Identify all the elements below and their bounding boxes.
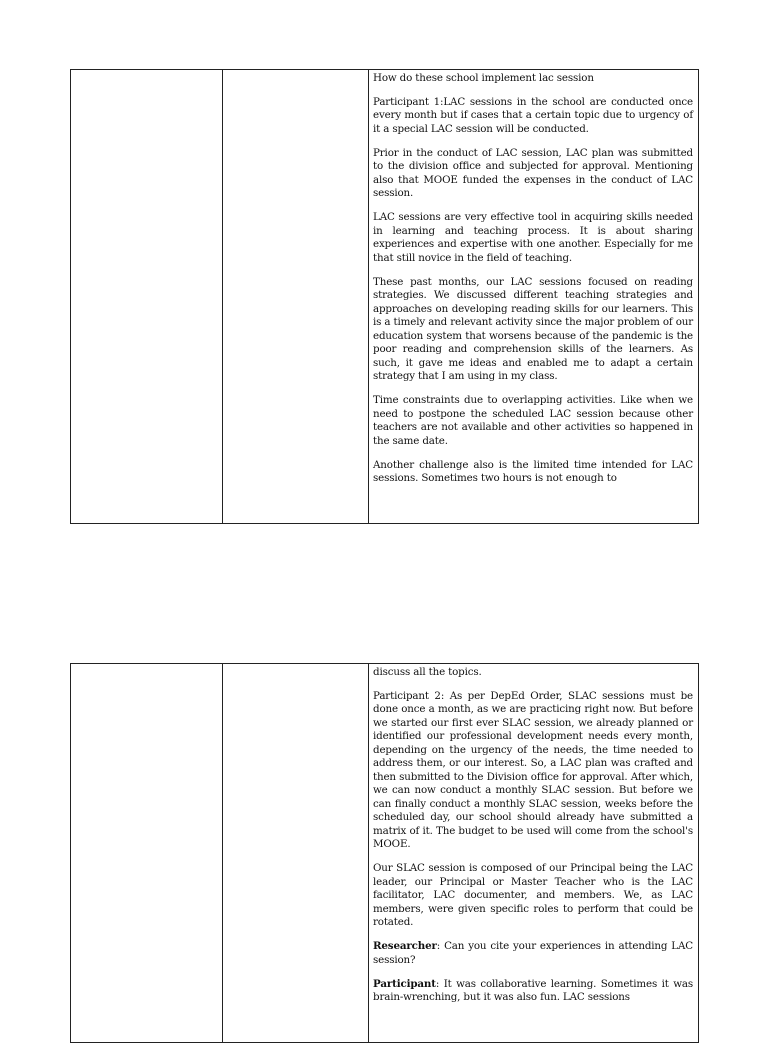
paragraph: Our SLAC session is composed of our Principal being the LAC leader, our Principal or Master Teacher who is the LAC facilitator, LAC documenter, and members. We, as LAC members, were given specific roles to perform that could be rotated. xyxy=(373,862,693,928)
researcher-question: : Can you cite your experiences in attending LAC session? xyxy=(373,940,693,966)
table-column-3 xyxy=(369,664,698,1042)
paragraph: Participant 2: As per DepEd Order, SLAC sessions must be done once a month, as we are practicing right now. But before we started our first ever SLAC session, we already planned or identified our professional development needs every month, depending on the urgency of the needs, the time needed to address them, or our interest. So, a LAC plan was crafted and then submitted to the Division office for approval. After which, we can now conduct a monthly SLAC session. But before we can finally conduct a monthly SLAC session, weeks before the scheduled day, our school should already have submitted a matrix of it. The budget to be used will come from the school's MOOE. xyxy=(373,689,693,850)
researcher-paragraph xyxy=(373,940,693,967)
paragraph: discuss all the topics. xyxy=(373,666,482,678)
table-column-3 xyxy=(369,70,698,523)
participant-label: Participant xyxy=(373,977,436,990)
paragraph: Time constraints due to overlapping activities. Like when we need to postpone the scheduled LAC session because other teachers are not available and other activities so happened in the same date. xyxy=(373,394,693,447)
table-column-2 xyxy=(223,70,369,523)
table-column-1 xyxy=(71,664,223,1042)
table-column-1 xyxy=(71,70,223,523)
table-page-2 xyxy=(70,663,699,1043)
paragraph: Prior in the conduct of LAC session, LAC plan was submitted to the division office and subjected for approval. Mentioning also that MOOE funded the expenses in the conduct of LAC session. xyxy=(373,146,693,199)
table-column-2 xyxy=(223,664,369,1042)
paragraph: LAC sessions are very effective tool in acquiring skills needed in learning and teaching process. It is about sharing experiences and expertise with one another. Especially for me that still novice in the field of teaching. xyxy=(373,211,693,264)
participant-answer: : It was collaborative learning. Sometimes it was brain-wrenching, but it was also fun. LAC sessions xyxy=(373,977,693,1003)
question-text: How do these school implement lac session xyxy=(373,72,594,84)
table-page-1 xyxy=(70,69,699,524)
paragraph: Participant 1:LAC sessions in the school are conducted once every month but if cases that a certain topic due to urgency of it a special LAC session will be conducted. xyxy=(373,95,693,135)
researcher-label: Researcher xyxy=(373,940,437,952)
paragraph: Another challenge also is the limited time intended for LAC sessions. Sometimes two hours is not enough to xyxy=(373,458,693,484)
participant-paragraph xyxy=(373,978,693,1005)
paragraph: These past months, our LAC sessions focused on reading strategies. We discussed different teaching strategies and approaches on developing reading skills for our learners. This is a timely and relevant activity since the major problem of our education system that worsens because of the pandemic is the poor reading and comprehension skills of the learners. As such, it gave me ideas and enabled me to adapt a certain strategy that I am using in my class. xyxy=(373,275,693,382)
